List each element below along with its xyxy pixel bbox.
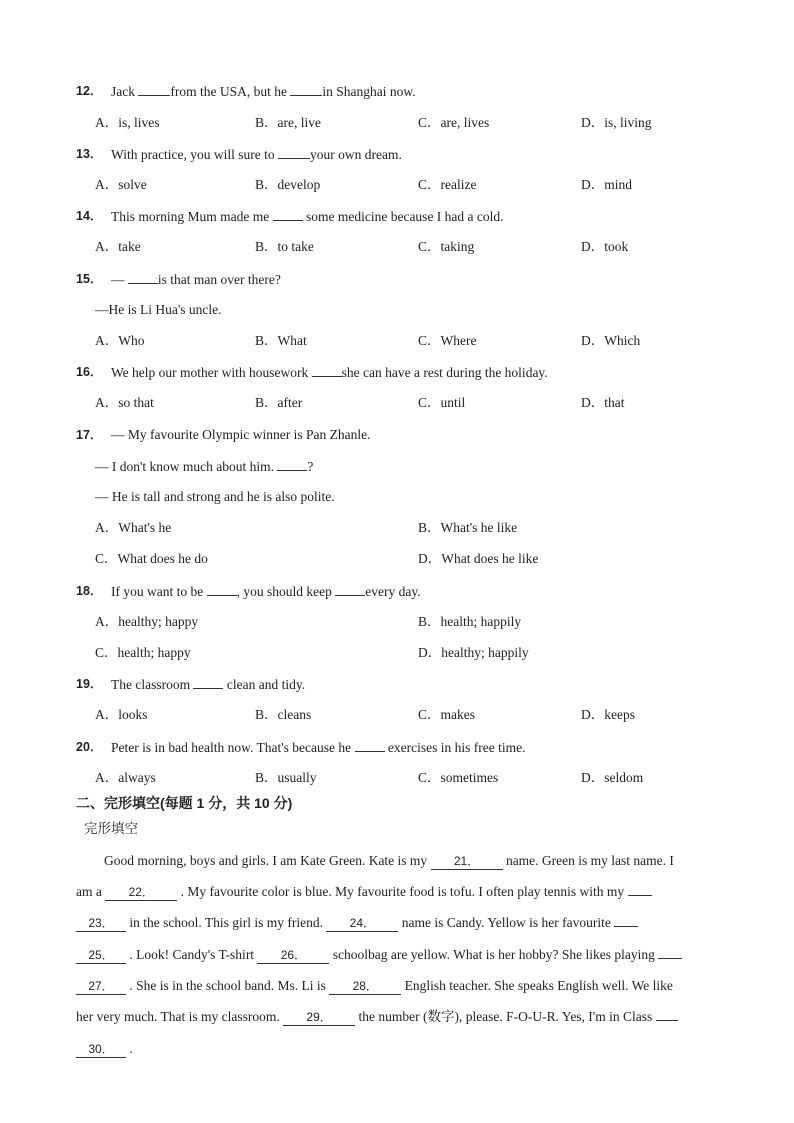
option-b[interactable]: B．are, live [255,115,321,130]
passage-line-3: 23． in the school. This girl is my friend. 24． name is Candy. Yellow is her favourite [76,913,740,933]
passage-line-4: 25． . Look! Candy's T-shirt 26． schoolbag are yellow. What is her hobby? She likes playing [76,945,740,965]
answer-blank[interactable] [278,144,310,159]
question-number: 15． [76,272,103,286]
option-c[interactable]: C．until [418,395,466,410]
passage-line-7: 30． . [76,1039,740,1059]
question-text: — My favourite Olympic winner is Pan Zhanle. [111,427,371,442]
option-d[interactable]: D．healthy; happily [418,645,529,660]
option-d[interactable]: D．Which [581,333,641,348]
blank-30-start[interactable] [656,1020,678,1021]
question-text: We help our mother with housework she can have a rest during the holiday. [111,362,548,383]
option-a[interactable]: A．is, lives [95,115,160,130]
blank-27[interactable]: 27． [76,978,126,995]
option-b[interactable]: B．to take [255,239,314,254]
section-subtitle: 完形填空 [84,821,138,836]
answer-blank[interactable] [128,269,158,284]
blank-27-start[interactable] [658,958,682,959]
question-number: 16． [76,365,103,379]
question-number: 13． [76,147,103,161]
question-text: Jack from the USA, but he in Shanghai now. [111,81,416,102]
option-d[interactable]: D．is, living [581,115,652,130]
question-number: 17． [76,428,103,442]
dialogue-line: — I don't know much about him. ? [95,456,313,477]
blank-25[interactable]: 25． [76,947,126,964]
answer-blank[interactable] [138,81,170,96]
option-b[interactable]: B．after [255,395,303,410]
option-a[interactable]: A．What's he [95,520,172,535]
question-text: — is that man over there? [111,269,281,290]
option-b[interactable]: B．What [255,333,307,348]
blank-22[interactable]: 22． [105,884,177,901]
option-c[interactable]: C．health; happy [95,645,191,660]
passage-line-5: 27． . She is in the school band. Ms. Li is 28． English teacher. She speaks English well. We like [76,976,740,996]
option-d[interactable]: D．that [581,395,625,410]
question-number: 14． [76,209,103,223]
question-text: The classroom clean and tidy. [111,674,305,695]
option-a[interactable]: A．healthy; happy [95,614,199,629]
option-b[interactable]: B．cleans [255,707,312,722]
answer-blank[interactable] [290,81,322,96]
answer-blank[interactable] [193,674,223,689]
option-d[interactable]: D．What does he like [418,551,539,566]
dialogue-line: — He is tall and strong and he is also polite. [95,489,335,504]
passage-line-2: am a 22． . My favourite color is blue. My favourite food is tofu. I often play tennis with my [76,882,740,902]
answer-blank[interactable] [312,362,342,377]
passage-line-6: her very much. That is my classroom. 29． the number (数字), please. F-O-U-R. Yes, I'm in Class [76,1007,740,1027]
option-d[interactable]: D．keeps [581,707,635,722]
section-title: 二、完形填空(每题 1 分，共 10 分) [76,795,293,811]
option-c[interactable]: C．What does he do [95,551,208,566]
blank-21[interactable]: 21． [431,853,503,870]
option-b[interactable]: B．health; happily [418,614,522,629]
option-c[interactable]: C．Where [418,333,477,348]
dialogue-line: —He is Li Hua's uncle. [95,302,222,317]
option-b[interactable]: B．What's he like [418,520,518,535]
blank-23-start[interactable] [628,895,652,896]
option-c[interactable]: C．are, lives [418,115,490,130]
option-a[interactable]: A．always [95,770,156,785]
answer-blank[interactable] [207,581,237,596]
question-number: 19． [76,677,103,691]
option-a[interactable]: A．looks [95,707,148,722]
blank-24[interactable]: 24． [326,915,398,932]
option-d[interactable]: D．took [581,239,629,254]
option-d[interactable]: D．seldom [581,770,644,785]
blank-29[interactable]: 29． [283,1009,355,1026]
blank-26[interactable]: 26． [257,947,329,964]
option-a[interactable]: A．solve [95,177,147,192]
question-number: 18． [76,584,103,598]
question-text: With practice, you will sure to your own dream. [111,144,402,165]
option-d[interactable]: D．mind [581,177,633,192]
question-number: 20． [76,740,103,754]
answer-blank[interactable] [277,456,307,471]
passage-line-1: Good morning, boys and girls. I am Kate Green. Kate is my 21． name. Green is my last name. I [104,853,674,868]
blank-23[interactable]: 23． [76,915,126,932]
option-c[interactable]: C．makes [418,707,475,722]
question-number: 12． [76,84,103,98]
option-b[interactable]: B．usually [255,770,317,785]
answer-blank[interactable] [335,581,365,596]
answer-blank[interactable] [355,737,385,752]
option-a[interactable]: A．take [95,239,141,254]
answer-blank[interactable] [273,206,303,221]
question-text: Peter is in bad health now. That's because he exercises in his free time. [111,737,525,758]
option-c[interactable]: C．sometimes [418,770,499,785]
blank-28[interactable]: 28． [329,978,401,995]
option-c[interactable]: C．realize [418,177,477,192]
blank-30[interactable]: 30． [76,1041,126,1058]
question-text: If you want to be , you should keep every day. [111,581,421,602]
option-c[interactable]: C．taking [418,239,475,254]
question-text: This morning Mum made me some medicine because I had a cold. [111,206,504,227]
blank-25-start[interactable] [614,926,638,927]
option-a[interactable]: A．so that [95,395,154,410]
option-a[interactable]: A．Who [95,333,145,348]
option-b[interactable]: B．develop [255,177,321,192]
